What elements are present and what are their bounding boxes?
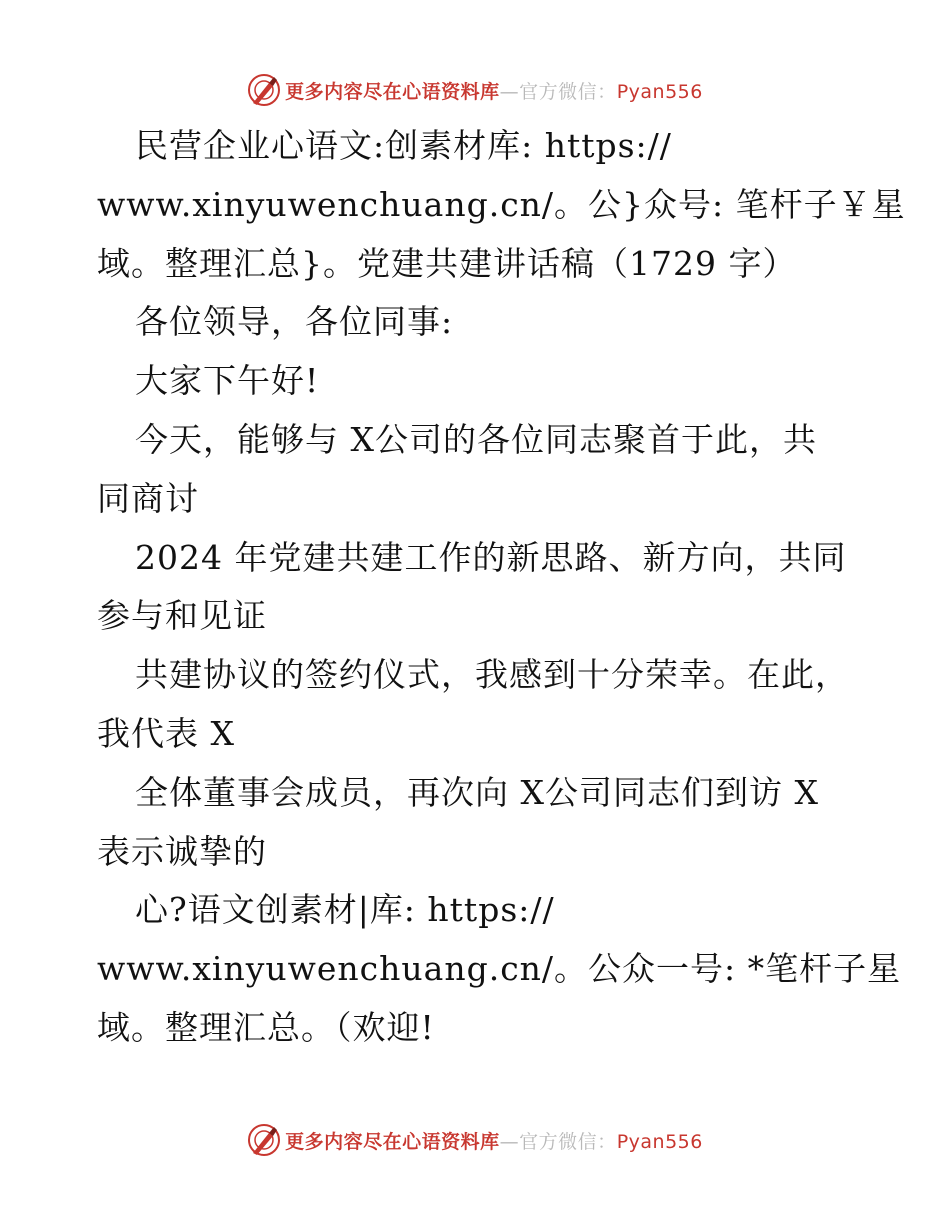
header-banner-title: 更多内容尽在心语资料库 <box>285 80 500 103</box>
body-line: 全体董事会成员，再次向 X公司同志们到访 X <box>135 772 819 812</box>
header-banner-wechat-label: 官方微信： <box>519 80 617 103</box>
body-line: 心?语文创素材|库: https:// <box>135 890 555 930</box>
footer-banner-text <box>285 1127 703 1154</box>
footer-banner-wechat-label: 官方微信： <box>519 1130 617 1153</box>
body-line: 大家下午好! <box>135 361 320 401</box>
pen-logo-icon <box>247 1123 281 1157</box>
pen-logo-icon <box>247 73 281 107</box>
header-banner-dash: — <box>499 80 520 103</box>
footer-banner-inner <box>247 1123 703 1157</box>
body-line: 我代表 X <box>97 713 235 753</box>
body-line: 2024 年党建共建工作的新思路、新方向，共同 <box>135 537 847 577</box>
body-line: 同商讨 <box>97 478 199 518</box>
footer-banner-wechat-id: Pyan556 <box>616 1130 703 1153</box>
body-line: 今天，能够与 X公司的各位同志聚首于此，共 <box>135 419 817 459</box>
body-line: www.xinyuwenchuang.cn/。公众一号: *笔杆子星 <box>97 949 902 989</box>
footer-banner-title: 更多内容尽在心语资料库 <box>285 1130 500 1153</box>
body-line: 各位领导，各位同事: <box>135 302 454 342</box>
header-banner-text <box>285 77 703 104</box>
header-banner <box>0 70 950 110</box>
header-banner-inner <box>247 73 703 107</box>
body-line: 域。整理汇总。（欢迎! <box>97 1007 435 1047</box>
footer-banner <box>0 1120 950 1160</box>
body-line: 共建协议的签约仪式，我感到十分荣幸。在此， <box>135 655 849 695</box>
body-line: 域。整理汇总}。党建共建讲话稿（1729 字） <box>97 243 797 283</box>
header-banner-wechat-id: Pyan556 <box>616 80 703 103</box>
body-line: 参与和见证 <box>97 596 267 636</box>
document-body <box>97 117 906 1058</box>
body-line: www.xinyuwenchuang.cn/。公}众号: 笔杆子￥星 <box>97 184 906 224</box>
body-line: 表示诚挚的 <box>97 831 267 871</box>
body-line: 民营企业心语文:创素材库: https:// <box>135 126 672 165</box>
footer-banner-dash: — <box>499 1130 520 1153</box>
